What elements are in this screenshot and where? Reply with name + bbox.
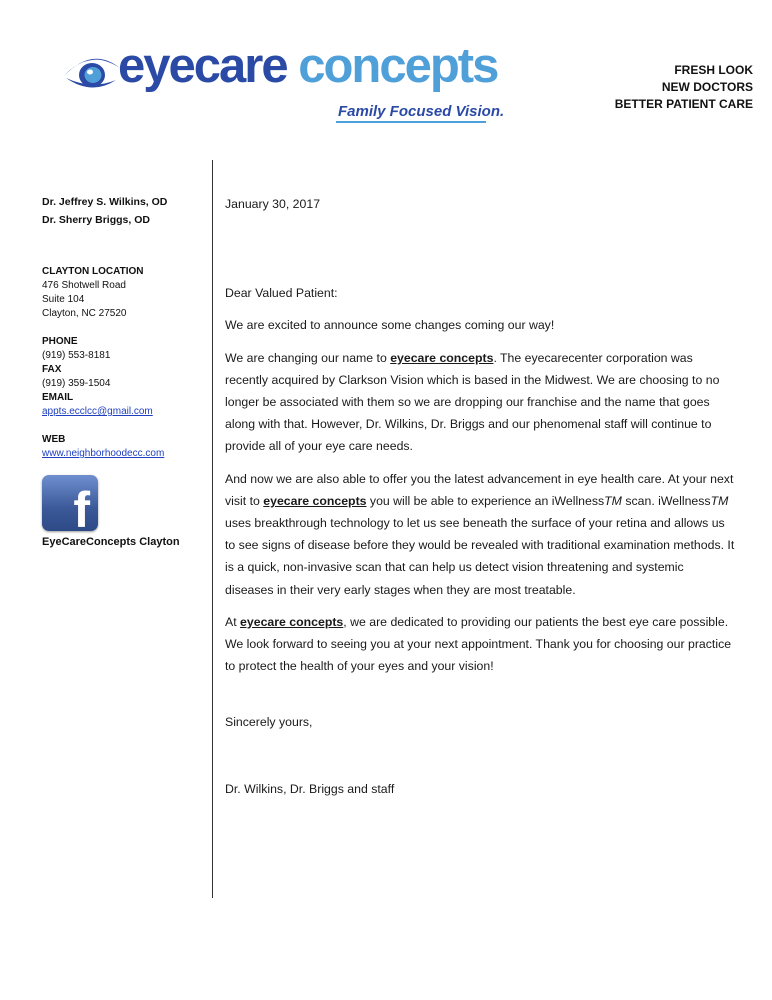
letter-date: January 30, 2017 [225,197,321,211]
logo-wordmark [118,39,498,93]
address-line-3: Clayton, NC 27520 [42,308,127,319]
facebook-icon[interactable] [42,475,98,538]
address-line-2: Suite 104 [42,294,85,305]
brand-name: eyecare concepts [263,493,367,508]
brand-name: eyecare concepts [390,350,494,365]
brand-name: eyecare concepts [240,614,344,629]
eye-icon [62,50,122,100]
logo-slogan-underline [336,121,486,123]
letter-closing: Sincerely yours, [225,715,313,730]
letter-salutation: Dear Valued Patient: [225,286,338,301]
logo-word-concepts: concepts [298,39,498,93]
letter-intro: We are excited to announce some changes coming our way! [225,318,555,333]
email-label: EMAIL [42,392,74,403]
letter-signature: Dr. Wilkins, Dr. Briggs and staff [225,781,395,796]
tagline-line-2: NEW DOCTORS [661,80,753,94]
letter-body [225,193,735,800]
web-label: WEB [42,434,66,445]
letter-paragraph-3: At eyecare concepts, we are dedicated to providing our patients the best eye care possible. We look forward to seeing you at your next appointment. Thank you for choosing our practice to protect the health of your eyes and your vision! [225,614,732,674]
phone-label: PHONE [42,336,78,347]
header-tagline [615,62,753,113]
fax-number: (919) 359-1504 [42,378,111,389]
fax-label: FAX [42,364,62,375]
letter-paragraph-2: And now we are also able to offer you the latest advancement in eye health care. At your next visit to eyecare concepts you will be able to experience an iWellnessTM scan. iWellnessTM uses breakthrough technology to let us see beneath the surface of your retina and allows us to see signs of disease before they would be revealed with traditional examination methods. It is a quick, non-invasive scan that can help us detect vision threatening and systemic diseases in their very early stages when they are most treatable. [225,471,735,597]
tagline-line-1: FRESH LOOK [674,63,753,77]
vertical-divider [212,160,213,898]
logo-word-eyecare: eyecare [118,39,287,93]
phone-number: (919) 553-8181 [42,350,111,361]
location-title: CLAYTON LOCATION [42,266,144,277]
website-link[interactable]: www.neighborhoodecc.com [42,448,165,459]
facebook-glyph: f [73,482,90,538]
letter-paragraph-1: We are changing our name to eyecare concepts. The eyecarecenter corporation was recently acquired by Clarkson Vision which is based in the Midwest. We are choosing to no longer be associated with them so we are dropping our franchise and the name that goes along with that. However, Dr. Wilkins, Dr. Briggs and our phenomenal staff will continue to provide all of your eye care needs. [225,350,720,454]
doctor-name-2: Dr. Sherry Briggs, OD [42,214,150,226]
contact-sidebar [42,193,207,549]
address-line-1: 476 Shotwell Road [42,280,126,291]
doctor-name-1: Dr. Jeffrey S. Wilkins, OD [42,196,168,208]
email-link[interactable]: appts.ecclcc@gmail.com [42,406,153,417]
tagline-line-3: BETTER PATIENT CARE [614,97,753,111]
company-logo [62,39,505,128]
facebook-label: EyeCareConcepts Clayton [42,536,180,548]
logo-slogan: Family Focused Vision. [338,103,505,120]
